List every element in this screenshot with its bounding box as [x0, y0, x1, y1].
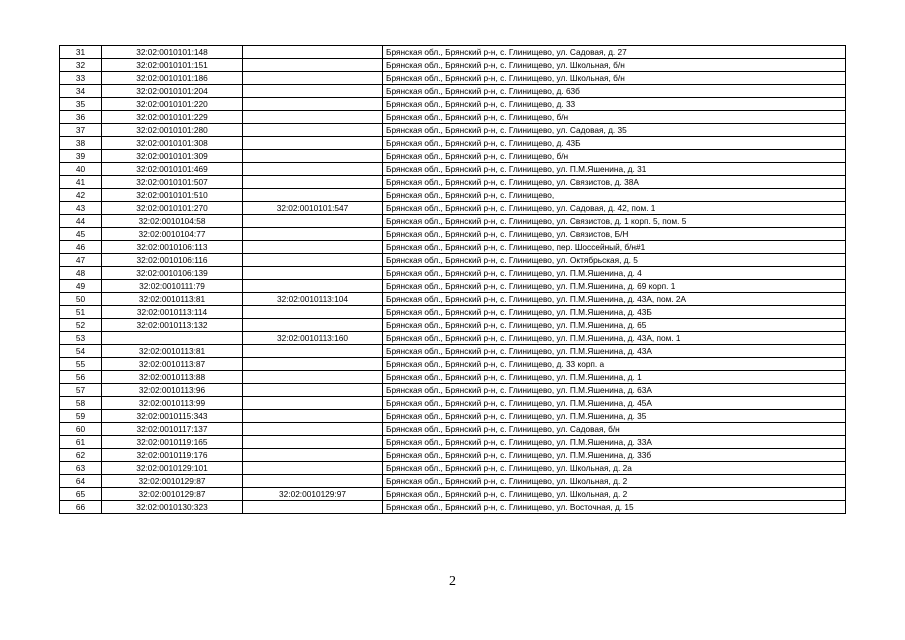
row-number-cell: 34 [60, 85, 102, 98]
related-cadastral-number-cell [243, 215, 383, 228]
row-number-cell: 36 [60, 111, 102, 124]
cadastral-number-cell: 32:02:0010117:137 [102, 423, 243, 436]
address-cell: Брянская обл., Брянский р-н, с. Глинищево, ул. П.М.Яшенина, д. 69 корп. 1 [383, 280, 846, 293]
table-row [60, 46, 846, 59]
related-cadastral-number-cell [243, 436, 383, 449]
related-cadastral-number-cell [243, 280, 383, 293]
table-row [60, 475, 846, 488]
table-row [60, 72, 846, 85]
cadastral-number-cell: 32:02:0010101:469 [102, 163, 243, 176]
cadastral-number-cell: 32:02:0010113:81 [102, 345, 243, 358]
table-row [60, 124, 846, 137]
related-cadastral-number-cell [243, 124, 383, 137]
cadastral-number-cell: 32:02:0010106:113 [102, 241, 243, 254]
table-row [60, 267, 846, 280]
related-cadastral-number-cell [243, 46, 383, 59]
table-row [60, 397, 846, 410]
address-cell: Брянская обл., Брянский р-н, с. Глинищево, ул. П.М.Яшенина, д. 43А, пом. 2А [383, 293, 846, 306]
address-cell: Брянская обл., Брянский р-н, с. Глинищево, ул. Садовая, б/н [383, 423, 846, 436]
row-number-cell: 48 [60, 267, 102, 280]
cadastral-number-cell: 32:02:0010101:229 [102, 111, 243, 124]
related-cadastral-number-cell: 32:02:0010129:97 [243, 488, 383, 501]
row-number-cell: 49 [60, 280, 102, 293]
cadastral-number-cell: 32:02:0010106:116 [102, 254, 243, 267]
row-number-cell: 45 [60, 228, 102, 241]
table-row [60, 423, 846, 436]
related-cadastral-number-cell [243, 384, 383, 397]
table-row [60, 306, 846, 319]
table-row [60, 85, 846, 98]
address-cell: Брянская обл., Брянский р-н, с. Глинищево, ул. П.М.Яшенина, д. 43А, пом. 1 [383, 332, 846, 345]
address-cell: Брянская обл., Брянский р-н, с. Глинищево, ул. Школьная, д. 2а [383, 462, 846, 475]
row-number-cell: 50 [60, 293, 102, 306]
related-cadastral-number-cell [243, 358, 383, 371]
related-cadastral-number-cell [243, 228, 383, 241]
table-row [60, 202, 846, 215]
address-cell: Брянская обл., Брянский р-н, с. Глинищево, д. 43Б [383, 137, 846, 150]
row-number-cell: 63 [60, 462, 102, 475]
row-number-cell: 41 [60, 176, 102, 189]
related-cadastral-number-cell [243, 371, 383, 384]
address-cell: Брянская обл., Брянский р-н, с. Глинищево, ул. П.М.Яшенина, д. 45А [383, 397, 846, 410]
row-number-cell: 47 [60, 254, 102, 267]
address-cell: Брянская обл., Брянский р-н, с. Глинищево, ул. Школьная, б/н [383, 59, 846, 72]
row-number-cell: 55 [60, 358, 102, 371]
address-cell: Брянская обл., Брянский р-н, с. Глинищево, б/н [383, 111, 846, 124]
table-row [60, 449, 846, 462]
related-cadastral-number-cell [243, 462, 383, 475]
cadastral-number-cell: 32:02:0010104:58 [102, 215, 243, 228]
cadastral-number-cell: 32:02:0010130:323 [102, 501, 243, 514]
table-row [60, 137, 846, 150]
address-cell: Брянская обл., Брянский р-н, с. Глинищево, д. 33 корп. а [383, 358, 846, 371]
cadastral-number-cell: 32:02:0010101:510 [102, 189, 243, 202]
table-row [60, 59, 846, 72]
address-cell: Брянская обл., Брянский р-н, с. Глинищево, ул. Школьная, б/н [383, 72, 846, 85]
related-cadastral-number-cell [243, 267, 383, 280]
related-cadastral-number-cell [243, 423, 383, 436]
cadastral-number-cell: 32:02:0010115:343 [102, 410, 243, 423]
table-row [60, 254, 846, 267]
address-cell: Брянская обл., Брянский р-н, с. Глинищево, д. 63б [383, 85, 846, 98]
address-cell: Брянская обл., Брянский р-н, с. Глинищево, ул. Школьная, д. 2 [383, 488, 846, 501]
row-number-cell: 60 [60, 423, 102, 436]
table-row [60, 436, 846, 449]
address-cell: Брянская обл., Брянский р-н, с. Глинищево, д. 33 [383, 98, 846, 111]
related-cadastral-number-cell [243, 345, 383, 358]
table-row [60, 345, 846, 358]
cadastral-number-cell: 32:02:0010111:79 [102, 280, 243, 293]
table-row [60, 111, 846, 124]
related-cadastral-number-cell [243, 501, 383, 514]
cadastral-number-cell: 32:02:0010113:132 [102, 319, 243, 332]
row-number-cell: 31 [60, 46, 102, 59]
address-cell: Брянская обл., Брянский р-н, с. Глинищево, ул. Октябрьская, д. 5 [383, 254, 846, 267]
address-cell: Брянская обл., Брянский р-н, с. Глинищево, ул. Восточная, д. 15 [383, 501, 846, 514]
related-cadastral-number-cell [243, 475, 383, 488]
row-number-cell: 52 [60, 319, 102, 332]
related-cadastral-number-cell [243, 319, 383, 332]
cadastral-number-cell: 32:02:0010106:139 [102, 267, 243, 280]
related-cadastral-number-cell [243, 98, 383, 111]
address-cell: Брянская обл., Брянский р-н, с. Глинищево, ул. П.М.Яшенина, д. 33А [383, 436, 846, 449]
cadastral-number-cell: 32:02:0010101:220 [102, 98, 243, 111]
related-cadastral-number-cell [243, 189, 383, 202]
cadastral-number-cell: 32:02:0010113:114 [102, 306, 243, 319]
cadastral-number-cell: 32:02:0010129:101 [102, 462, 243, 475]
cadastral-number-cell: 32:02:0010113:81 [102, 293, 243, 306]
table-row [60, 488, 846, 501]
table-row [60, 332, 846, 345]
cadastral-number-cell: 32:02:0010119:165 [102, 436, 243, 449]
row-number-cell: 65 [60, 488, 102, 501]
table-row [60, 98, 846, 111]
address-cell: Брянская обл., Брянский р-н, с. Глинищево, ул. П.М.Яшенина, д. 43Б [383, 306, 846, 319]
page-number: 2 [449, 574, 456, 589]
row-number-cell: 59 [60, 410, 102, 423]
table-row [60, 462, 846, 475]
cadastral-number-cell: 32:02:0010113:96 [102, 384, 243, 397]
related-cadastral-number-cell [243, 176, 383, 189]
row-number-cell: 64 [60, 475, 102, 488]
related-cadastral-number-cell: 32:02:0010113:104 [243, 293, 383, 306]
row-number-cell: 40 [60, 163, 102, 176]
table-body [60, 46, 846, 514]
table-row [60, 280, 846, 293]
cadastral-number-cell: 32:02:0010101:204 [102, 85, 243, 98]
table-row [60, 501, 846, 514]
related-cadastral-number-cell [243, 254, 383, 267]
cadastral-number-cell: 32:02:0010101:186 [102, 72, 243, 85]
table-row [60, 241, 846, 254]
cadastral-number-cell: 32:02:0010113:87 [102, 358, 243, 371]
related-cadastral-number-cell [243, 449, 383, 462]
related-cadastral-number-cell: 32:02:0010113:160 [243, 332, 383, 345]
related-cadastral-number-cell [243, 163, 383, 176]
row-number-cell: 61 [60, 436, 102, 449]
cadastral-number-cell: 32:02:0010101:280 [102, 124, 243, 137]
table-row [60, 215, 846, 228]
address-cell: Брянская обл., Брянский р-н, с. Глинищево, [383, 189, 846, 202]
table-row [60, 293, 846, 306]
table-row [60, 410, 846, 423]
address-cell: Брянская обл., Брянский р-н, с. Глинищево, ул. Связистов, Б/Н [383, 228, 846, 241]
related-cadastral-number-cell [243, 137, 383, 150]
related-cadastral-number-cell [243, 397, 383, 410]
cadastral-number-cell: 32:02:0010101:148 [102, 46, 243, 59]
row-number-cell: 57 [60, 384, 102, 397]
row-number-cell: 37 [60, 124, 102, 137]
table-row [60, 384, 846, 397]
row-number-cell: 35 [60, 98, 102, 111]
address-cell: Брянская обл., Брянский р-н, с. Глинищево, ул. Связистов, д. 1 корп. 5, пом. 5 [383, 215, 846, 228]
row-number-cell: 51 [60, 306, 102, 319]
cadastral-number-cell: 32:02:0010129:87 [102, 488, 243, 501]
row-number-cell: 42 [60, 189, 102, 202]
cadastral-number-cell: 32:02:0010113:99 [102, 397, 243, 410]
address-cell: Брянская обл., Брянский р-н, с. Глинищево, ул. П.М.Яшенина, д. 35 [383, 410, 846, 423]
row-number-cell: 56 [60, 371, 102, 384]
row-number-cell: 38 [60, 137, 102, 150]
row-number-cell: 32 [60, 59, 102, 72]
row-number-cell: 54 [60, 345, 102, 358]
table-row [60, 319, 846, 332]
row-number-cell: 33 [60, 72, 102, 85]
address-cell: Брянская обл., Брянский р-н, с. Глинищево, ул. Садовая, д. 42, пом. 1 [383, 202, 846, 215]
row-number-cell: 39 [60, 150, 102, 163]
related-cadastral-number-cell [243, 85, 383, 98]
related-cadastral-number-cell [243, 410, 383, 423]
table-row [60, 228, 846, 241]
related-cadastral-number-cell [243, 72, 383, 85]
address-cell: Брянская обл., Брянский р-н, с. Глинищево, б/н [383, 150, 846, 163]
address-cell: Брянская обл., Брянский р-н, с. Глинищево, ул. П.М.Яшенина, д. 43А [383, 345, 846, 358]
row-number-cell: 66 [60, 501, 102, 514]
cadastral-number-cell: 32:02:0010101:309 [102, 150, 243, 163]
cadastral-number-cell: 32:02:0010101:308 [102, 137, 243, 150]
table-row [60, 150, 846, 163]
address-cell: Брянская обл., Брянский р-н, с. Глинищево, ул. Садовая, д. 27 [383, 46, 846, 59]
row-number-cell: 44 [60, 215, 102, 228]
cadastral-number-cell: 32:02:0010101:507 [102, 176, 243, 189]
address-cell: Брянская обл., Брянский р-н, с. Глинищево, ул. П.М.Яшенина, д. 63А [383, 384, 846, 397]
cadastral-number-cell: 32:02:0010104:77 [102, 228, 243, 241]
address-cell: Брянская обл., Брянский р-н, с. Глинищево, ул. Школьная, д. 2 [383, 475, 846, 488]
row-number-cell: 46 [60, 241, 102, 254]
address-cell: Брянская обл., Брянский р-н, с. Глинищево, ул. П.М.Яшенина, д. 65 [383, 319, 846, 332]
row-number-cell: 62 [60, 449, 102, 462]
related-cadastral-number-cell [243, 306, 383, 319]
related-cadastral-number-cell: 32:02:0010101:547 [243, 202, 383, 215]
table-row [60, 358, 846, 371]
row-number-cell: 53 [60, 332, 102, 345]
related-cadastral-number-cell [243, 150, 383, 163]
cadastral-number-cell: 32:02:0010119:176 [102, 449, 243, 462]
table-row [60, 371, 846, 384]
table-row [60, 176, 846, 189]
address-cell: Брянская обл., Брянский р-н, с. Глинищево, ул. П.М.Яшенина, д. 31 [383, 163, 846, 176]
table-row [60, 163, 846, 176]
cadastral-number-cell [102, 332, 243, 345]
related-cadastral-number-cell [243, 111, 383, 124]
row-number-cell: 43 [60, 202, 102, 215]
cadastral-number-cell: 32:02:0010101:151 [102, 59, 243, 72]
row-number-cell: 58 [60, 397, 102, 410]
cadastral-number-cell: 32:02:0010129:87 [102, 475, 243, 488]
related-cadastral-number-cell [243, 59, 383, 72]
address-cell: Брянская обл., Брянский р-н, с. Глинищево, пер. Шоссейный, б/н#1 [383, 241, 846, 254]
cadastral-number-cell: 32:02:0010101:270 [102, 202, 243, 215]
related-cadastral-number-cell [243, 241, 383, 254]
address-cell: Брянская обл., Брянский р-н, с. Глинищево, ул. П.М.Яшенина, д. 33б [383, 449, 846, 462]
address-cell: Брянская обл., Брянский р-н, с. Глинищево, ул. П.М.Яшенина, д. 1 [383, 371, 846, 384]
address-cell: Брянская обл., Брянский р-н, с. Глинищево, ул. Садовая, д. 35 [383, 124, 846, 137]
address-cell: Брянская обл., Брянский р-н, с. Глинищево, ул. П.М.Яшенина, д. 4 [383, 267, 846, 280]
property-registry-table [59, 45, 846, 514]
table-row [60, 189, 846, 202]
address-cell: Брянская обл., Брянский р-н, с. Глинищево, ул. Связистов, д. 38А [383, 176, 846, 189]
cadastral-number-cell: 32:02:0010113:88 [102, 371, 243, 384]
